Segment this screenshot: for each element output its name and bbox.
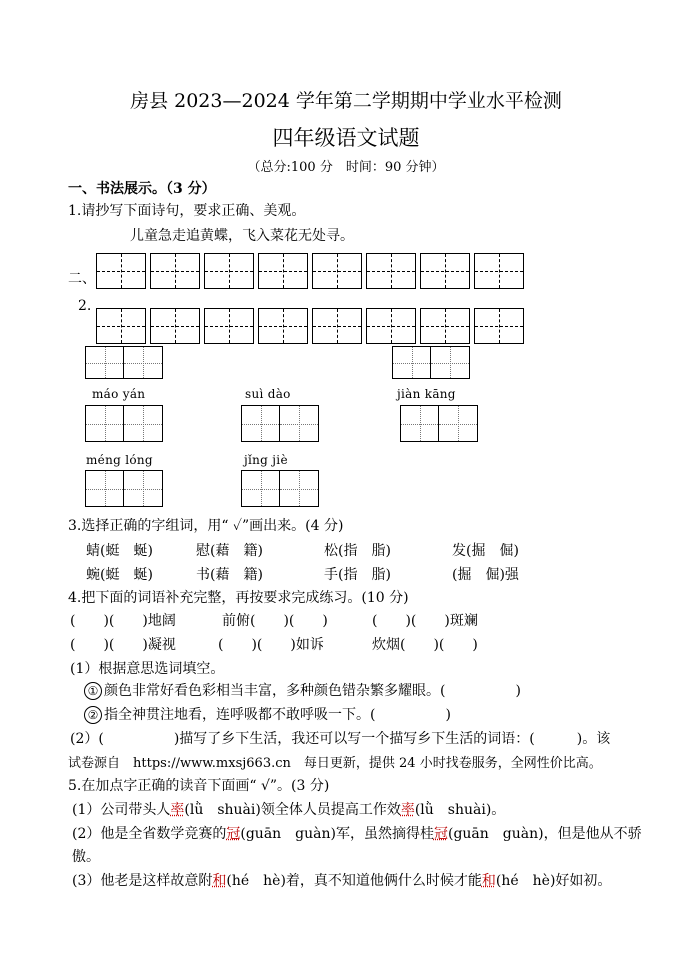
dotted-char: 和 (212, 873, 227, 889)
writing-grid-row-2[interactable] (96, 308, 524, 344)
q5-prompt: 5.在加点字正确的读音下面画“ √”。(3 分) (68, 778, 330, 794)
writing-cell[interactable] (420, 308, 470, 344)
writing-cell[interactable] (366, 308, 416, 344)
q5-sentence-2[interactable]: (2）他是全省数学竞赛的冠(guān guàn)军，虽然摘得桂冠(guān guàn)，但是他从不骄 (72, 826, 642, 842)
q3-item[interactable]: 松(指 脂) (324, 543, 391, 559)
circled-number: ② (84, 706, 102, 724)
q3-item[interactable]: (掘 倔)强 (452, 567, 519, 583)
q5-sentence-1[interactable]: (1）公司带头人率(lǜ shuài)领全体人员提高工作效率(lǜ shuài)。 (72, 802, 506, 818)
q3-item[interactable]: 慰(藉 籍) (196, 543, 263, 559)
pinyin-label: suì dào (245, 387, 291, 401)
q4-blank[interactable]: ( )( )地阔 (70, 613, 176, 629)
section1-heading: 一、书法展示。（3 分） (68, 181, 216, 197)
writing-grid-row-1[interactable] (96, 253, 524, 289)
q4-blank[interactable]: ( )( )如诉 (218, 637, 324, 653)
q3-item[interactable]: 蜿(蜓 蜒) (86, 567, 153, 583)
q3-prompt: 3.选择正确的字组词，用“ ✓”画出来。(4 分) (68, 518, 344, 534)
q4-option-2[interactable]: ② 指全神贯注地看，连呼吸都不敢呼吸一下。( ) (84, 704, 451, 724)
pinyin-answer-box[interactable] (241, 470, 319, 507)
writing-cell[interactable] (258, 253, 308, 289)
writing-cell[interactable] (474, 308, 524, 344)
exam-meta: （总分:100 分 时间：90 分钟） (247, 160, 445, 175)
writing-cell[interactable] (204, 308, 254, 344)
exam-subtitle: 四年级语文试题 (272, 126, 420, 150)
writing-cell[interactable] (312, 253, 362, 289)
writing-cell[interactable] (96, 253, 146, 289)
dotted-char: 率 (170, 802, 185, 818)
q3-item[interactable]: 发(掘 倔) (452, 543, 519, 559)
q4-sub1: (1）根据意思选词填空。 (70, 661, 225, 677)
exam-title: 房县 2023—2024 学年第二学期期中学业水平检测 (130, 90, 562, 112)
dotted-char: 和 (481, 873, 496, 889)
q4-blank[interactable]: ( )( )凝视 (70, 637, 176, 653)
writing-cell[interactable] (420, 253, 470, 289)
source-note: 试卷源自 https://www.mxsj663.cn 每日更新，提供 24 小时找卷服务，全网性价比高。 (68, 756, 602, 771)
writing-cell[interactable] (204, 253, 254, 289)
pinyin-box-partial-1[interactable] (85, 346, 163, 379)
dotted-char: 冠 (226, 826, 241, 842)
q4-sub2[interactable]: (2）( )描写了乡下生活，我还可以写一个描写乡下生活的词语：( )。该 (70, 731, 611, 747)
writing-cell[interactable] (366, 253, 416, 289)
writing-cell[interactable] (96, 308, 146, 344)
section2-marker: 二、 (68, 271, 96, 287)
q2-number: 2. (78, 298, 92, 314)
dotted-char: 冠 (433, 826, 448, 842)
q4-prompt: 4.把下面的词语补充完整，再按要求完成练习。(10 分) (68, 590, 409, 606)
writing-cell[interactable] (312, 308, 362, 344)
pinyin-label: máo yán (92, 387, 146, 401)
pinyin-label: jǐng jiè (244, 453, 288, 467)
writing-cell[interactable] (150, 308, 200, 344)
pinyin-label: méng lóng (86, 453, 153, 467)
q5-sentence-3[interactable]: (3）他老是这样故意附和(hé hè)着，真不知道他俩什么时候才能和(hé hè)好如初。 (72, 873, 612, 889)
dotted-char: 率 (400, 802, 415, 818)
q3-item[interactable]: 书(藉 籍) (196, 567, 263, 583)
q4-option-1[interactable]: ① 颜色非常好看色彩相当丰富，多种颜色错杂繁多耀眼。( ) (84, 680, 521, 700)
q4-blank[interactable]: 前俯( )( ) (222, 613, 328, 629)
writing-cell[interactable] (258, 308, 308, 344)
pinyin-answer-box[interactable] (400, 405, 478, 442)
q3-item[interactable]: 蜻(蜓 蜒) (86, 543, 153, 559)
pinyin-answer-box[interactable] (241, 405, 319, 442)
pinyin-answer-box[interactable] (85, 405, 163, 442)
q5-sentence-2-cont: 傲。 (72, 849, 100, 865)
writing-cell[interactable] (474, 253, 524, 289)
writing-cell[interactable] (150, 253, 200, 289)
pinyin-label: jiàn kāng (397, 387, 456, 401)
q3-item[interactable]: 手(指 脂) (324, 567, 391, 583)
circled-number: ① (84, 682, 102, 700)
pinyin-box-partial-2[interactable] (392, 346, 470, 379)
pinyin-answer-box[interactable] (85, 470, 163, 507)
q1-prompt: 1.请抄写下面诗句，要求正确、美观。 (68, 203, 306, 219)
q4-blank[interactable]: ( )( )斑斓 (372, 613, 478, 629)
poem-text: 儿童急走追黄蝶，飞入菜花无处寻。 (130, 228, 354, 244)
q4-blank[interactable]: 炊烟( )( ) (372, 637, 478, 653)
